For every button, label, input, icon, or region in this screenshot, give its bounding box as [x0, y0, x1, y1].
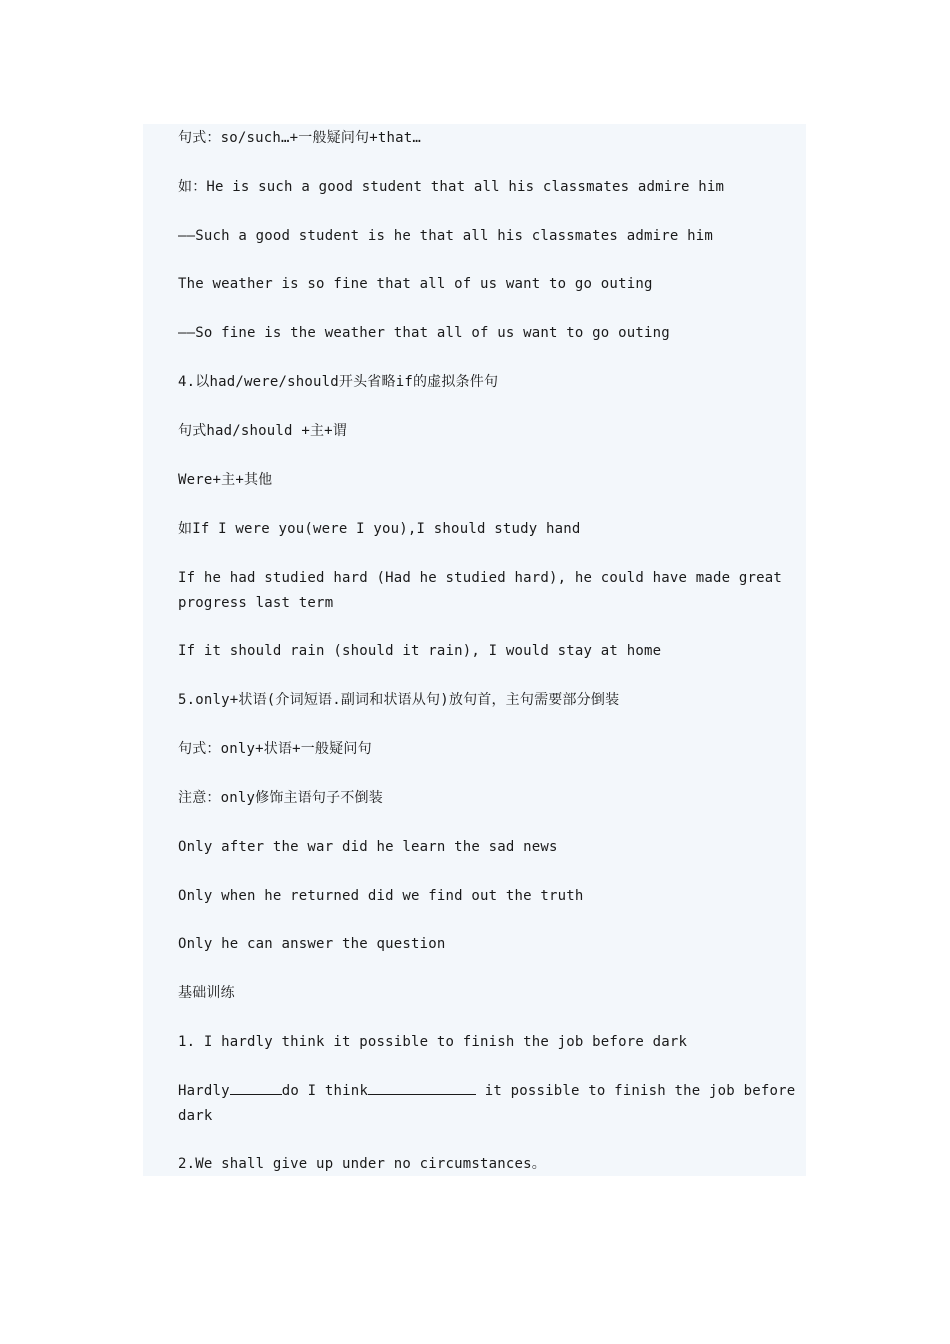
text-line: Were+主+其他 — [178, 472, 273, 488]
text-line: If it should rain (should it rain), I would stay at home — [178, 643, 662, 659]
text-line: 注意：only修饰主语句子不倒装 — [178, 790, 383, 806]
section-heading: 4.以had/were/should开头省略if的虚拟条件句 — [178, 374, 499, 390]
text-line: 如If I were you(were I you),I should study hand — [178, 521, 581, 537]
text-line: Only he can answer the question — [178, 936, 446, 952]
text-line: If he had studied hard (Had he studied hard), he could have made great progress last term — [178, 570, 783, 611]
text-line: ——So fine is the weather that all of us want to go outing — [178, 325, 670, 341]
fill-blank[interactable] — [368, 1079, 476, 1095]
exercise-question: 2.We shall give up under no circumstances。 — [178, 1156, 546, 1172]
text-line: The weather is so fine that all of us want to go outing — [178, 276, 653, 292]
exercise-word: do I think — [281, 1083, 369, 1099]
exercise-fill-line — [143, 1079, 806, 1129]
exercise-word: it possible to finish the job before dark — [178, 1083, 796, 1124]
section-heading: 基础训练 — [178, 985, 235, 1001]
text-line: 如：He is such a good student that all his classmates admire him — [178, 179, 725, 195]
exercise-question: 1. I hardly think it possible to finish the job before dark — [178, 1034, 688, 1050]
fill-blank[interactable] — [230, 1079, 282, 1095]
text-line: 句式had/should +主+谓 — [178, 423, 347, 439]
text-line: Only after the war did he learn the sad news — [178, 839, 558, 855]
text-line: Only when he returned did we find out the truth — [178, 888, 584, 904]
exercise-word: Hardly — [178, 1083, 230, 1099]
document-content-panel — [143, 124, 806, 1176]
section-heading: 5.only+状语(介词短语.副词和状语从句)放句首，主句需要部分倒装 — [178, 692, 620, 708]
text-line: 句式：so/such…+一般疑问句+that… — [178, 130, 422, 146]
text-line: 句式：only+状语+一般疑问句 — [178, 741, 372, 757]
text-line: ——Such a good student is he that all his classmates admire him — [178, 228, 713, 244]
